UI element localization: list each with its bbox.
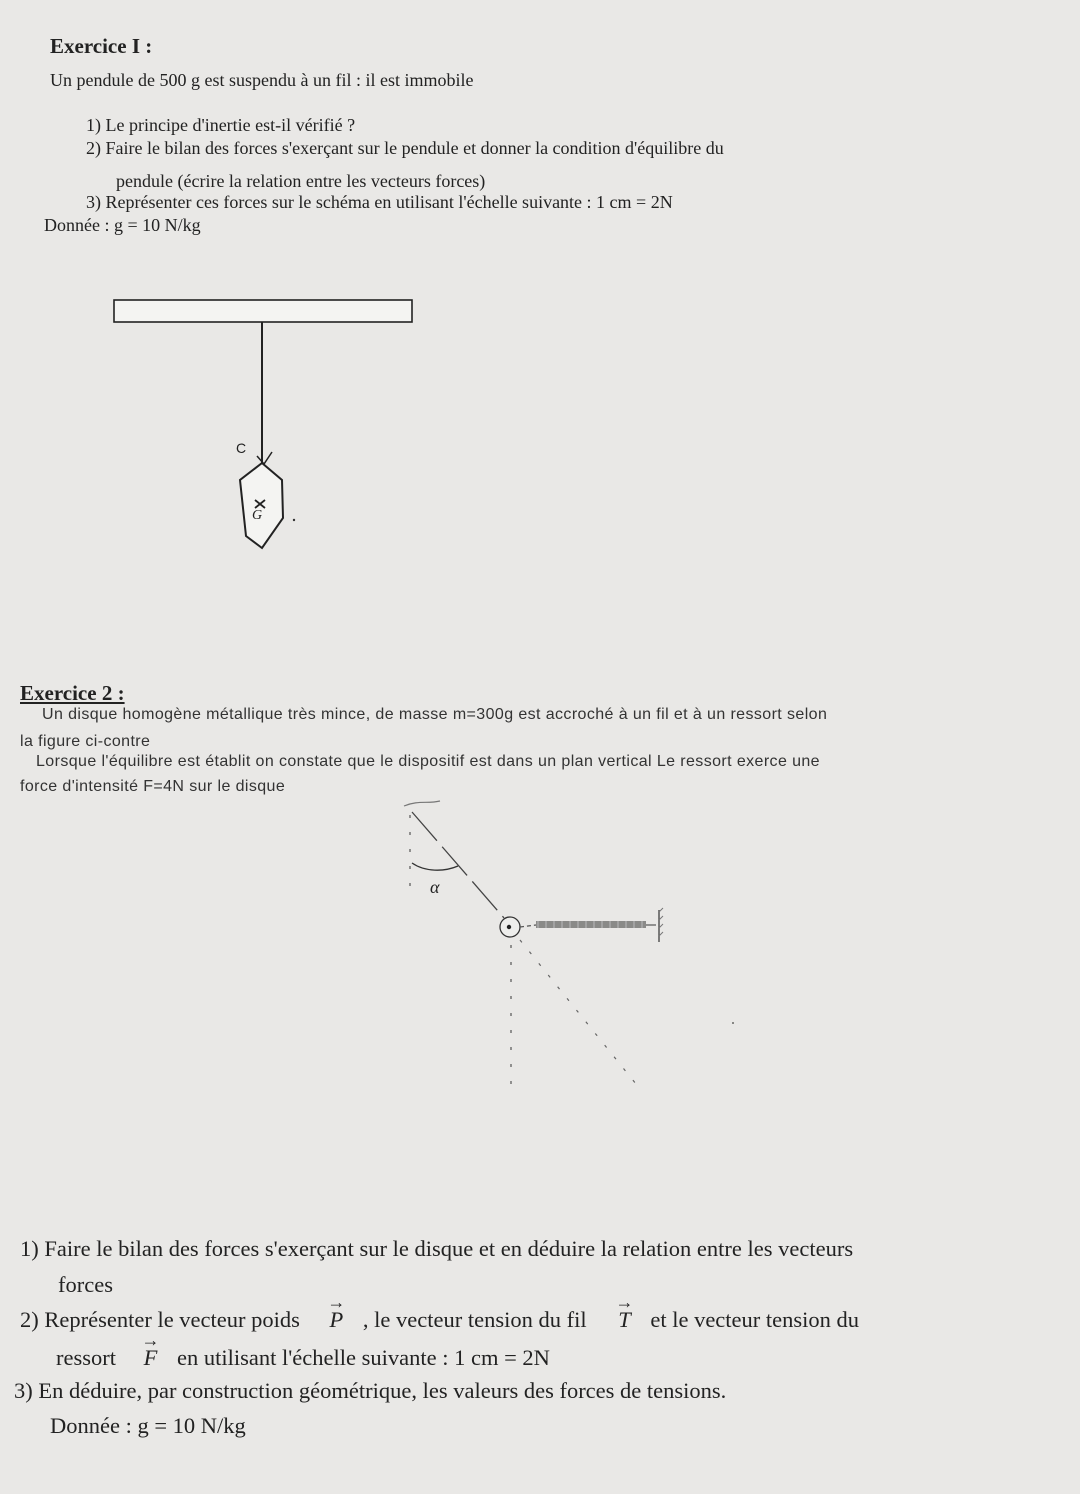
angle-alpha-label: α [430, 877, 440, 897]
q2-text-ressort: ressort [56, 1345, 116, 1370]
label-g: G [252, 508, 263, 523]
ex2-title: Exercice 2 : [20, 681, 125, 705]
ex2-paragraph-line4: force d'intensité F=4N sur le disque [20, 778, 286, 795]
ex1-question-1: 1) Le principe d'inertie est-il vérifié ? [86, 115, 356, 135]
ex2-question-1-line1: 1) Faire le bilan des forces s'exerçant sur le disque et en déduire la relation entre les vecteurs [20, 1236, 854, 1261]
q2-text-pre: 2) Représenter le vecteur poids [20, 1307, 300, 1332]
ex1-intro: Un pendule de 500 g est suspendu à un fil : il est immobile [50, 70, 474, 90]
disc-center [507, 925, 511, 929]
ex2-paragraph-line2: la figure ci-contre [20, 733, 151, 750]
ex1-donnee: Donnée : g = 10 N/kg [44, 215, 201, 235]
ex1-question-3: 3) Représenter ces forces sur le schéma en utilisant l'échelle suivante : 1 cm = 2N [86, 192, 673, 212]
ceiling-hatch [404, 801, 440, 806]
spring [536, 921, 646, 928]
ex1-title: Exercice I : [50, 34, 153, 58]
ex2-paragraph-line1: Un disque homogène métallique très mince, de masse m=300g est accroché à un fil et à un ressort selon [42, 706, 828, 723]
spring-connector [520, 925, 536, 927]
q2-text-mid: , le vecteur tension du fil [362, 1307, 587, 1332]
label-c: C [236, 440, 247, 456]
ex2-question-3: 3) En déduire, par construction géométrique, les valeurs des forces de tensions. [14, 1378, 727, 1403]
ex1-question-2-line1: 2) Faire le bilan des forces s'exerçant sur le pendule et donner la condition d'équilibre du [86, 138, 724, 158]
angle-arc [412, 863, 458, 870]
vector-f: → F [142, 1345, 160, 1371]
ex1-question-2-line2: pendule (écrire la relation entre les vecteurs forces) [116, 171, 486, 191]
ex2-question-2-line2 [56, 1345, 550, 1371]
vector-p: → P [328, 1307, 346, 1333]
q2-text-post: et le vecteur tension du [650, 1307, 860, 1332]
q2-text-scale: en utilisant l'échelle suivante : 1 cm = 2N [177, 1345, 550, 1370]
vector-t: → T [616, 1307, 633, 1333]
ex2-paragraph-line3: Lorsque l'équilibre est établit on constate que le dispositif est dans un plan vertical Le ressort exerce une [36, 753, 820, 770]
ex2-donnee: Donnée : g = 10 N/kg [50, 1413, 246, 1438]
thread-line [412, 812, 504, 918]
thread-extension-line [520, 940, 636, 1084]
dot-mark [732, 1022, 734, 1024]
ex2-question-1-line2: forces [58, 1272, 113, 1297]
